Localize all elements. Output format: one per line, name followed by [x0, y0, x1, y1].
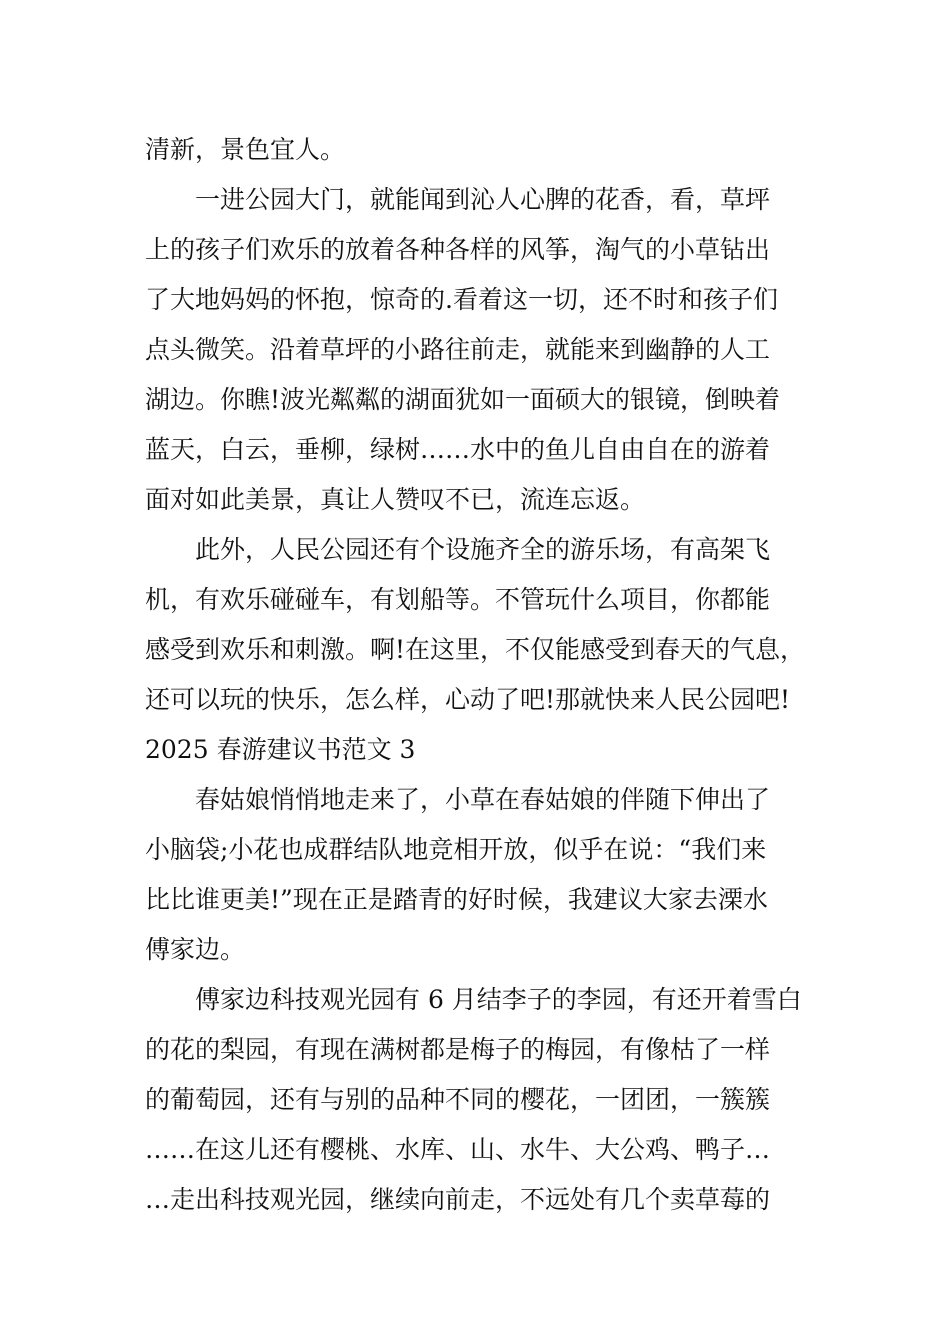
text-line: 蓝天，白云，垂柳，绿树……水中的鱼儿自由自在的游着	[145, 435, 771, 464]
text-line: 点头微笑。沿着草坪的小路往前走，就能来到幽静的人工	[145, 335, 771, 364]
text-line: 湖边。你瞧!波光粼粼的湖面犹如一面硕大的银镜，倒映着	[145, 385, 781, 414]
text-line: 机，有欢乐碰碰车，有划船等。不管玩什么项目，你都能	[145, 585, 771, 614]
text-line: 面对如此美景，真让人赞叹不已，流连忘返。	[145, 485, 646, 514]
paragraph-first-line: 此外，人民公园还有个设施齐全的游乐场，有高架飞	[195, 535, 771, 564]
text-line: 的葡萄园，还有与别的品种不同的樱花，一团团，一簇簇	[145, 1085, 771, 1114]
paragraph-first-line: 春姑娘悄悄地走来了，小草在春姑娘的伴随下伸出了	[195, 785, 771, 814]
text-line: 小脑袋;小花也成群结队地竞相开放，似乎在说：“我们来	[145, 835, 767, 864]
text-line: 傅家边。	[145, 935, 246, 964]
paragraph-first-line: 一进公园大门，就能闻到沁人心脾的花香，看，草坪	[195, 185, 771, 214]
text-line: 的花的梨园，有现在满树都是梅子的梅园，有像枯了一样	[145, 1035, 771, 1064]
text-line: …走出科技观光园，继续向前走，不远处有几个卖草莓的	[145, 1185, 771, 1214]
paragraph-first-line: 傅家边科技观光园有 6 月结李子的李园，有还开着雪白	[195, 985, 802, 1014]
text-line: 了大地妈妈的怀抱，惊奇的.看着这一切，还不时和孩子们	[145, 285, 778, 314]
text-line: 感受到欢乐和刺激。啊!在这里，不仅能感受到春天的气息，	[145, 635, 806, 664]
text-line: 清新，景色宜人。	[145, 135, 346, 164]
text-line: 比比谁更美!”现在正是踏青的好时候，我建议大家去溧水	[145, 885, 768, 914]
text-line: 上的孩子们欢乐的放着各种各样的风筝，淘气的小草钻出	[145, 235, 771, 264]
section-heading: 2025 春游建议书范文 3	[145, 735, 416, 764]
text-line: ……在这儿还有樱桃、水库、山、水牛、大公鸡、鸭子…	[145, 1135, 771, 1164]
text-line: 还可以玩的快乐，怎么样，心动了吧!那就快来人民公园吧!	[145, 685, 791, 714]
